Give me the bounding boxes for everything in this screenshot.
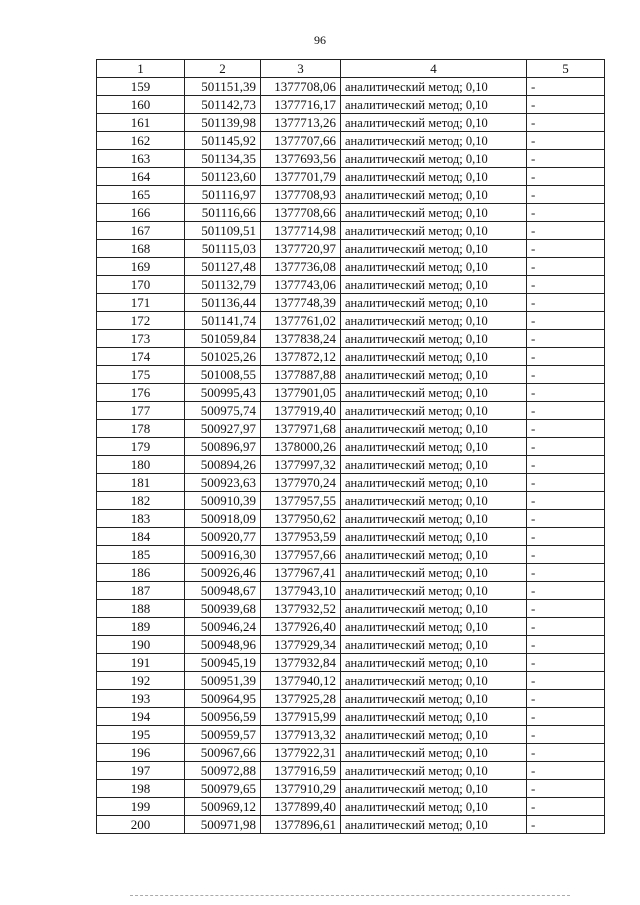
point-number-cell: 186 [97,564,185,582]
method-accuracy-cell: аналитический метод; 0,10 [341,204,527,222]
method-accuracy-cell: аналитический метод; 0,10 [341,240,527,258]
y-coordinate-cell: 1377915,99 [261,708,341,726]
method-accuracy-cell: аналитический метод; 0,10 [341,420,527,438]
y-coordinate-cell: 1377887,88 [261,366,341,384]
table-row [97,456,605,474]
y-coordinate-cell: 1377761,02 [261,312,341,330]
y-coordinate-cell: 1377929,34 [261,636,341,654]
point-number-cell: 184 [97,528,185,546]
method-accuracy-cell: аналитический метод; 0,10 [341,564,527,582]
header-col-1: 1 [97,60,185,78]
method-accuracy-cell: аналитический метод; 0,10 [341,312,527,330]
note-cell: - [527,672,605,690]
table-row [97,384,605,402]
point-number-cell: 176 [97,384,185,402]
method-accuracy-cell: аналитический метод; 0,10 [341,330,527,348]
x-coordinate-cell: 501059,84 [185,330,261,348]
x-coordinate-cell: 500956,59 [185,708,261,726]
x-coordinate-cell: 500918,09 [185,510,261,528]
point-number-cell: 170 [97,276,185,294]
point-number-cell: 175 [97,366,185,384]
method-accuracy-cell: аналитический метод; 0,10 [341,780,527,798]
x-coordinate-cell: 501145,92 [185,132,261,150]
table-row [97,420,605,438]
note-cell: - [527,582,605,600]
method-accuracy-cell: аналитический метод; 0,10 [341,726,527,744]
note-cell: - [527,150,605,168]
note-cell: - [527,294,605,312]
table-header-row [97,60,605,78]
table-row [97,240,605,258]
note-cell: - [527,348,605,366]
x-coordinate-cell: 500910,39 [185,492,261,510]
table-row [97,816,605,834]
y-coordinate-cell: 1377748,39 [261,294,341,312]
method-accuracy-cell: аналитический метод; 0,10 [341,618,527,636]
y-coordinate-cell: 1377720,97 [261,240,341,258]
note-cell: - [527,690,605,708]
x-coordinate-cell: 500948,96 [185,636,261,654]
y-coordinate-cell: 1377716,17 [261,96,341,114]
method-accuracy-cell: аналитический метод; 0,10 [341,456,527,474]
x-coordinate-cell: 501151,39 [185,78,261,96]
note-cell: - [527,564,605,582]
x-coordinate-cell: 500927,97 [185,420,261,438]
x-coordinate-cell: 500969,12 [185,798,261,816]
method-accuracy-cell: аналитический метод; 0,10 [341,708,527,726]
table-row [97,546,605,564]
x-coordinate-cell: 500894,26 [185,456,261,474]
note-cell: - [527,816,605,834]
point-number-cell: 199 [97,798,185,816]
method-accuracy-cell: аналитический метод; 0,10 [341,366,527,384]
note-cell: - [527,492,605,510]
table-row [97,636,605,654]
note-cell: - [527,402,605,420]
y-coordinate-cell: 1377932,52 [261,600,341,618]
y-coordinate-cell: 1377708,06 [261,78,341,96]
table-row [97,492,605,510]
point-number-cell: 189 [97,618,185,636]
method-accuracy-cell: аналитический метод; 0,10 [341,690,527,708]
table-row [97,150,605,168]
method-accuracy-cell: аналитический метод; 0,10 [341,600,527,618]
note-cell: - [527,456,605,474]
y-coordinate-cell: 1377971,68 [261,420,341,438]
point-number-cell: 182 [97,492,185,510]
table-row [97,510,605,528]
y-coordinate-cell: 1377743,06 [261,276,341,294]
point-number-cell: 187 [97,582,185,600]
method-accuracy-cell: аналитический метод; 0,10 [341,168,527,186]
table-row [97,780,605,798]
footer-scan-artifact [130,895,570,900]
point-number-cell: 173 [97,330,185,348]
y-coordinate-cell: 1377932,84 [261,654,341,672]
point-number-cell: 162 [97,132,185,150]
point-number-cell: 180 [97,456,185,474]
x-coordinate-cell: 500916,30 [185,546,261,564]
y-coordinate-cell: 1377997,32 [261,456,341,474]
table-row [97,654,605,672]
x-coordinate-cell: 500967,66 [185,744,261,762]
method-accuracy-cell: аналитический метод; 0,10 [341,582,527,600]
note-cell: - [527,744,605,762]
note-cell: - [527,222,605,240]
point-number-cell: 165 [97,186,185,204]
x-coordinate-cell: 501134,35 [185,150,261,168]
table-row [97,168,605,186]
table-row [97,618,605,636]
x-coordinate-cell: 500920,77 [185,528,261,546]
y-coordinate-cell: 1377926,40 [261,618,341,636]
x-coordinate-cell: 500923,63 [185,474,261,492]
x-coordinate-cell: 501109,51 [185,222,261,240]
point-number-cell: 179 [97,438,185,456]
table-row [97,312,605,330]
note-cell: - [527,654,605,672]
y-coordinate-cell: 1378000,26 [261,438,341,456]
coordinates-table [96,59,605,834]
note-cell: - [527,330,605,348]
table-row [97,402,605,420]
method-accuracy-cell: аналитический метод; 0,10 [341,96,527,114]
table-row [97,258,605,276]
point-number-cell: 174 [97,348,185,366]
point-number-cell: 185 [97,546,185,564]
method-accuracy-cell: аналитический метод; 0,10 [341,186,527,204]
note-cell: - [527,780,605,798]
x-coordinate-cell: 500948,67 [185,582,261,600]
y-coordinate-cell: 1377957,55 [261,492,341,510]
y-coordinate-cell: 1377913,32 [261,726,341,744]
method-accuracy-cell: аналитический метод; 0,10 [341,384,527,402]
note-cell: - [527,438,605,456]
table-row [97,186,605,204]
point-number-cell: 161 [97,114,185,132]
x-coordinate-cell: 500975,74 [185,402,261,420]
table-row [97,222,605,240]
table-row [97,96,605,114]
x-coordinate-cell: 501142,73 [185,96,261,114]
y-coordinate-cell: 1377701,79 [261,168,341,186]
y-coordinate-cell: 1377957,66 [261,546,341,564]
x-coordinate-cell: 500979,65 [185,780,261,798]
table-body [97,60,605,834]
method-accuracy-cell: аналитический метод; 0,10 [341,258,527,276]
x-coordinate-cell: 500896,97 [185,438,261,456]
note-cell: - [527,258,605,276]
x-coordinate-cell: 501136,44 [185,294,261,312]
x-coordinate-cell: 500926,46 [185,564,261,582]
note-cell: - [527,96,605,114]
note-cell: - [527,312,605,330]
x-coordinate-cell: 500972,88 [185,762,261,780]
table-row [97,798,605,816]
y-coordinate-cell: 1377950,62 [261,510,341,528]
x-coordinate-cell: 501116,66 [185,204,261,222]
note-cell: - [527,240,605,258]
table-row [97,474,605,492]
note-cell: - [527,276,605,294]
header-col-4: 4 [341,60,527,78]
y-coordinate-cell: 1377736,08 [261,258,341,276]
note-cell: - [527,528,605,546]
method-accuracy-cell: аналитический метод; 0,10 [341,78,527,96]
point-number-cell: 191 [97,654,185,672]
method-accuracy-cell: аналитический метод; 0,10 [341,150,527,168]
table-row [97,744,605,762]
table-row [97,564,605,582]
x-coordinate-cell: 501008,55 [185,366,261,384]
note-cell: - [527,600,605,618]
point-number-cell: 171 [97,294,185,312]
table-row [97,762,605,780]
point-number-cell: 164 [97,168,185,186]
y-coordinate-cell: 1377838,24 [261,330,341,348]
y-coordinate-cell: 1377910,29 [261,780,341,798]
table-row [97,204,605,222]
method-accuracy-cell: аналитический метод; 0,10 [341,546,527,564]
point-number-cell: 172 [97,312,185,330]
x-coordinate-cell: 501123,60 [185,168,261,186]
note-cell: - [527,168,605,186]
y-coordinate-cell: 1377707,66 [261,132,341,150]
x-coordinate-cell: 500939,68 [185,600,261,618]
method-accuracy-cell: аналитический метод; 0,10 [341,294,527,312]
table-row [97,294,605,312]
point-number-cell: 192 [97,672,185,690]
point-number-cell: 183 [97,510,185,528]
x-coordinate-cell: 500959,57 [185,726,261,744]
point-number-cell: 160 [97,96,185,114]
point-number-cell: 178 [97,420,185,438]
x-coordinate-cell: 501141,74 [185,312,261,330]
table-row [97,348,605,366]
y-coordinate-cell: 1377693,56 [261,150,341,168]
x-coordinate-cell: 500995,43 [185,384,261,402]
method-accuracy-cell: аналитический метод; 0,10 [341,672,527,690]
note-cell: - [527,186,605,204]
note-cell: - [527,762,605,780]
table-row [97,276,605,294]
method-accuracy-cell: аналитический метод; 0,10 [341,744,527,762]
method-accuracy-cell: аналитический метод; 0,10 [341,438,527,456]
y-coordinate-cell: 1377943,10 [261,582,341,600]
point-number-cell: 193 [97,690,185,708]
note-cell: - [527,798,605,816]
note-cell: - [527,474,605,492]
point-number-cell: 195 [97,726,185,744]
y-coordinate-cell: 1377713,26 [261,114,341,132]
point-number-cell: 181 [97,474,185,492]
method-accuracy-cell: аналитический метод; 0,10 [341,474,527,492]
point-number-cell: 196 [97,744,185,762]
y-coordinate-cell: 1377940,12 [261,672,341,690]
table-row [97,438,605,456]
y-coordinate-cell: 1377922,31 [261,744,341,762]
note-cell: - [527,114,605,132]
table-row [97,330,605,348]
table-row [97,114,605,132]
point-number-cell: 159 [97,78,185,96]
note-cell: - [527,708,605,726]
table-row [97,672,605,690]
x-coordinate-cell: 500964,95 [185,690,261,708]
note-cell: - [527,420,605,438]
x-coordinate-cell: 500946,24 [185,618,261,636]
y-coordinate-cell: 1377916,59 [261,762,341,780]
x-coordinate-cell: 501025,26 [185,348,261,366]
method-accuracy-cell: аналитический метод; 0,10 [341,816,527,834]
point-number-cell: 168 [97,240,185,258]
point-number-cell: 163 [97,150,185,168]
note-cell: - [527,78,605,96]
table-row [97,528,605,546]
method-accuracy-cell: аналитический метод; 0,10 [341,222,527,240]
note-cell: - [527,366,605,384]
point-number-cell: 198 [97,780,185,798]
point-number-cell: 200 [97,816,185,834]
note-cell: - [527,618,605,636]
header-col-5: 5 [527,60,605,78]
x-coordinate-cell: 501116,97 [185,186,261,204]
header-col-3: 3 [261,60,341,78]
x-coordinate-cell: 501132,79 [185,276,261,294]
x-coordinate-cell: 500951,39 [185,672,261,690]
y-coordinate-cell: 1377899,40 [261,798,341,816]
note-cell: - [527,384,605,402]
y-coordinate-cell: 1377708,66 [261,204,341,222]
table-row [97,132,605,150]
method-accuracy-cell: аналитический метод; 0,10 [341,492,527,510]
method-accuracy-cell: аналитический метод; 0,10 [341,636,527,654]
x-coordinate-cell: 500971,98 [185,816,261,834]
point-number-cell: 166 [97,204,185,222]
point-number-cell: 188 [97,600,185,618]
method-accuracy-cell: аналитический метод; 0,10 [341,654,527,672]
note-cell: - [527,546,605,564]
table-row [97,726,605,744]
y-coordinate-cell: 1377967,41 [261,564,341,582]
note-cell: - [527,726,605,744]
method-accuracy-cell: аналитический метод; 0,10 [341,114,527,132]
y-coordinate-cell: 1377896,61 [261,816,341,834]
y-coordinate-cell: 1377953,59 [261,528,341,546]
y-coordinate-cell: 1377919,40 [261,402,341,420]
method-accuracy-cell: аналитический метод; 0,10 [341,402,527,420]
method-accuracy-cell: аналитический метод; 0,10 [341,528,527,546]
header-col-2: 2 [185,60,261,78]
x-coordinate-cell: 501115,03 [185,240,261,258]
note-cell: - [527,636,605,654]
note-cell: - [527,510,605,528]
note-cell: - [527,204,605,222]
table-row [97,78,605,96]
y-coordinate-cell: 1377901,05 [261,384,341,402]
point-number-cell: 169 [97,258,185,276]
y-coordinate-cell: 1377714,98 [261,222,341,240]
method-accuracy-cell: аналитический метод; 0,10 [341,510,527,528]
note-cell: - [527,132,605,150]
y-coordinate-cell: 1377970,24 [261,474,341,492]
x-coordinate-cell: 501139,98 [185,114,261,132]
method-accuracy-cell: аналитический метод; 0,10 [341,348,527,366]
table-row [97,600,605,618]
method-accuracy-cell: аналитический метод; 0,10 [341,762,527,780]
table-row [97,582,605,600]
method-accuracy-cell: аналитический метод; 0,10 [341,798,527,816]
point-number-cell: 190 [97,636,185,654]
method-accuracy-cell: аналитический метод; 0,10 [341,132,527,150]
point-number-cell: 177 [97,402,185,420]
y-coordinate-cell: 1377872,12 [261,348,341,366]
point-number-cell: 194 [97,708,185,726]
method-accuracy-cell: аналитический метод; 0,10 [341,276,527,294]
y-coordinate-cell: 1377925,28 [261,690,341,708]
table-row [97,690,605,708]
x-coordinate-cell: 500945,19 [185,654,261,672]
page-number: 96 [314,33,326,47]
point-number-cell: 167 [97,222,185,240]
table-row [97,366,605,384]
table-row [97,708,605,726]
y-coordinate-cell: 1377708,93 [261,186,341,204]
x-coordinate-cell: 501127,48 [185,258,261,276]
point-number-cell: 197 [97,762,185,780]
